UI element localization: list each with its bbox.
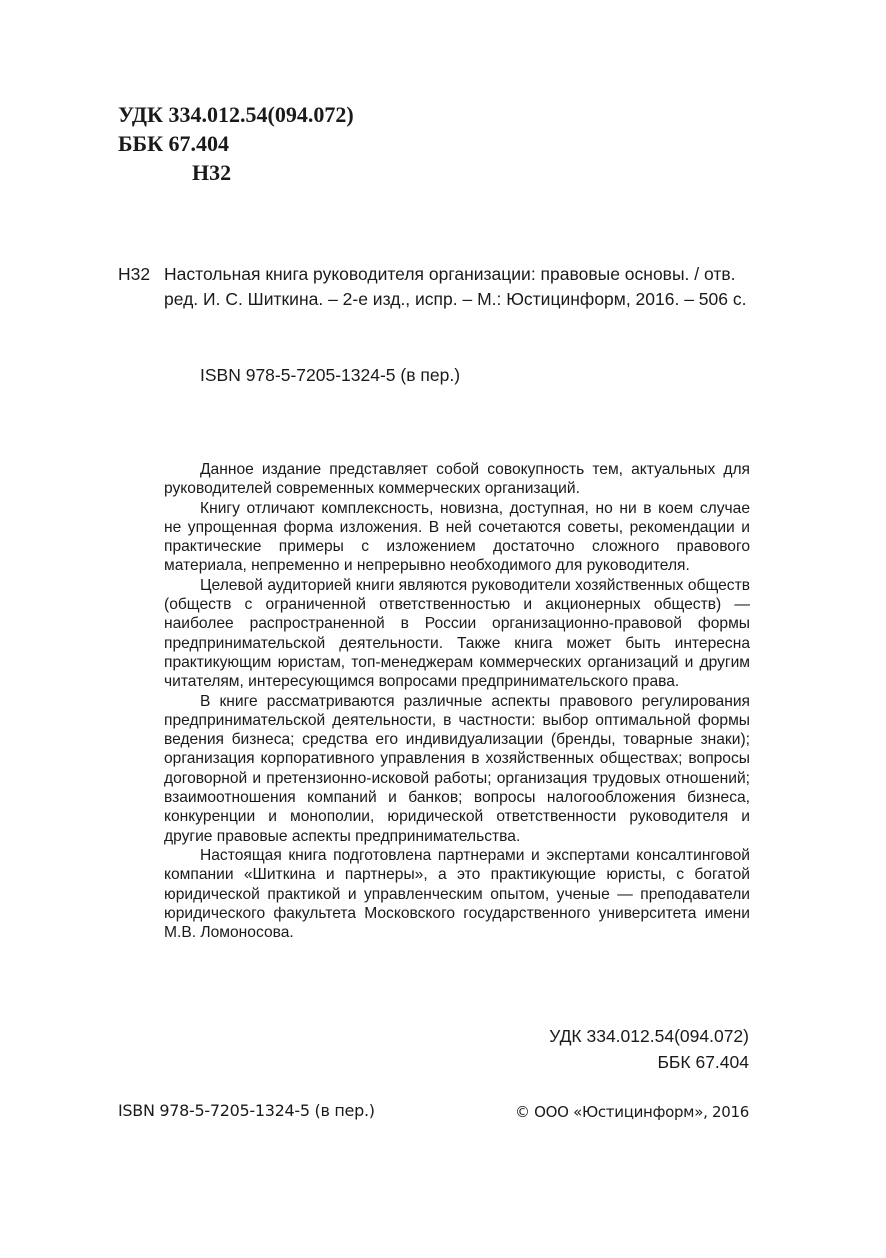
udk-code-bottom: УДК 334.012.54(094.072) (549, 1026, 749, 1046)
footer-isbn: ISBN 978-5-7205-1324-5 (в пер.) (118, 1101, 375, 1120)
bbk-code: ББК 67.404 (118, 131, 230, 156)
annotation-paragraph: Книгу отличают комплексность, новизна, доступная, но ни в коем случае не упрощенная форма изложения. В ней сочетаются советы, рекомендации и практические примеры с изложением достаточно сложного правового материала, непременно и непрерывно необходимого для руководителя. (164, 499, 750, 575)
classification-header (118, 100, 354, 187)
classification-footer (549, 1023, 749, 1075)
udk-code: УДК 334.012.54(094.072) (118, 102, 354, 127)
copyright-notice: © ООО «Юстицинформ», 2016 (514, 1103, 749, 1121)
annotation-paragraph: Настоящая книга подготовлена партнерами и экспертами консалтинговой компании «Шиткина и партнеры», а это практикующие юристы, с богатой юридической практикой и управленческим опытом, ученые — преподаватели юридического факультета Московского государственного университета имени М.В. Ломоносова. (164, 846, 750, 942)
annotation-paragraph: Данное издание представляет собой совокупность тем, актуальных для руководителей современных коммерческих организаций. (164, 461, 750, 498)
author-mark-code: Н32 (118, 264, 151, 284)
annotation (164, 460, 750, 942)
bibliographic-description: Настольная книга руководителя организации: правовые основы. / отв. ред. И. С. Шиткина. – 2-е изд., испр. – М.: Юстицинформ, 2016. – 506 с. (164, 264, 747, 309)
author-mark: Н32 (192, 160, 232, 185)
annotation-paragraph: В книге рассматриваются различные аспекты правового регулирования предпринимательской деятельности, в частности: выбор оптимальной формы ведения бизнеса; средства его индивидуализации (бренды, товарные знаки); организация корпоративного управления в хозяйственных обществах; вопросы договорной и претензионно-исковой работы; организация трудовых отношений; взаимоотношения компаний и банков; вопросы налогообложения бизнеса, конкуренции и монополии, юридической ответственности руководителя и другие правовые аспекты предпринимательства. (164, 692, 750, 845)
bbk-code-bottom: ББК 67.404 (657, 1052, 749, 1072)
isbn-line: ISBN 978-5-7205-1324-5 (в пер.) (200, 365, 461, 385)
bibliographic-record (118, 262, 758, 312)
annotation-paragraph: Целевой аудиторией книги являются руководители хозяйственных обществ (обществ с ограниченной ответственностью и акционерных обществ) — наиболее распространенной в России организационно-правовой формы предпринимательской деятельности. Также книга может быть интересна практикующим юристам, топ-менеджерам коммерческих организаций и другим читателям, интересующимся вопросами предпринимательского права. (164, 576, 750, 691)
